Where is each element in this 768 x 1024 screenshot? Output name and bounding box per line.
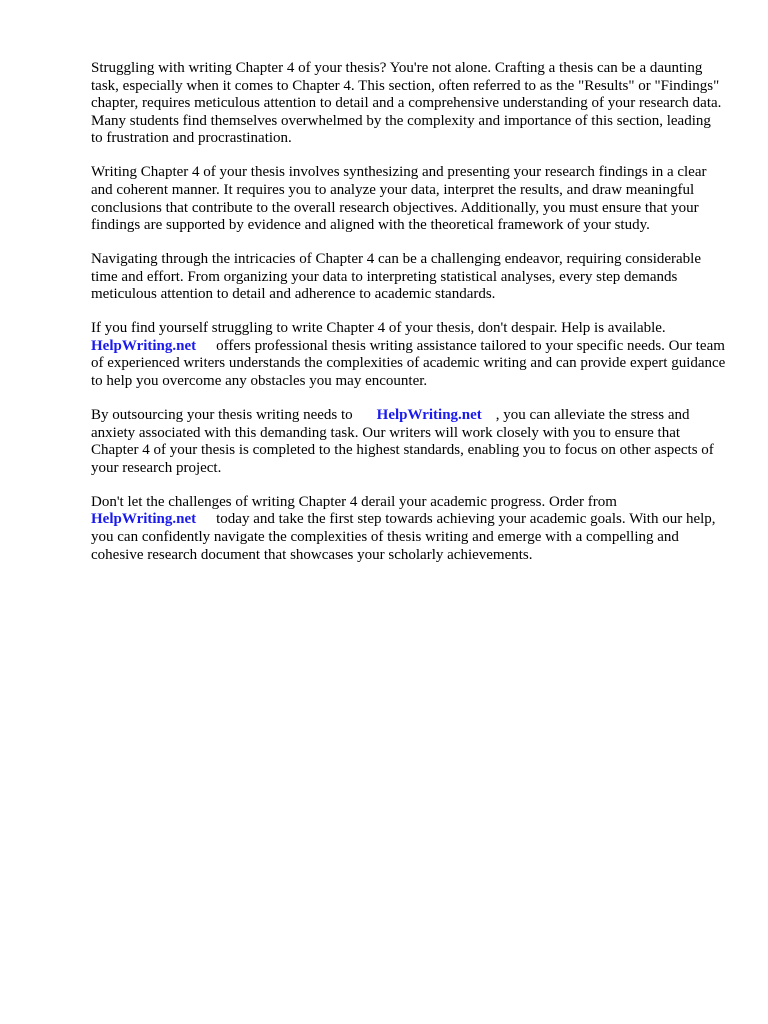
helpwriting-link-2[interactable]: HelpWriting.net bbox=[376, 407, 482, 424]
paragraph-help-text-before: If you find yourself struggling to write Chapter 4 of your thesis, don't despair. Help is available. bbox=[91, 320, 666, 337]
helpwriting-link-3[interactable]: HelpWriting.net bbox=[91, 511, 197, 528]
paragraph-outsourcing-text-before: By outsourcing your thesis writing needs to bbox=[91, 407, 353, 424]
paragraph-order bbox=[91, 494, 726, 564]
paragraph-outsourcing-text-after: , you can alleviate the stress and anxiety associated with this demanding task. Our writers will work closely with you to ensure that Chapter 4 of your thesis is completed to the highest standards, enabling you to focus on other aspects of your research project. bbox=[91, 407, 714, 476]
paragraph-help-text-after: offers professional thesis writing assistance tailored to your specific needs. Our team of experienced writers understands the complexities of academic writing and can provide expert guidance to help you overcome any obstacles you may encounter. bbox=[91, 337, 726, 390]
paragraph-outsourcing bbox=[91, 407, 726, 477]
helpwriting-link-1[interactable]: HelpWriting.net bbox=[91, 337, 197, 354]
paragraph-order-text-after: today and take the first step towards achieving your academic goals. With our help, you can confidently navigate the complexities of thesis writing and emerge with a compelling and cohesive research document that showcases your scholarly achievements. bbox=[91, 511, 716, 563]
paragraph-navigating: Navigating through the intricacies of Chapter 4 can be a challenging endeavor, requiring considerable time and effort. From organizing your data to interpreting statistical analyses, every step demands meticulous attention to detail and adherence to academic standards. bbox=[91, 251, 702, 303]
paragraph-order-text-before: Don't let the challenges of writing Chapter 4 derail your academic progress. Order from bbox=[91, 493, 617, 510]
paragraph-intro: Struggling with writing Chapter 4 of your thesis? You're not alone. Crafting a thesis can be a daunting task, especially when it comes to Chapter 4. This section, often referred to as the "Results" or "Findings" chapter, requires meticulous attention to detail and a comprehensive understanding of your research data. Many students find themselves overwhelmed by the complexity and importance of this section, leading to frustration and procrastination. bbox=[91, 60, 722, 147]
paragraph-help-available bbox=[91, 320, 726, 390]
paragraph-writing-chapter-4: Writing Chapter 4 of your thesis involves synthesizing and presenting your research findings in a clear and coherent manner. It requires you to analyze your data, interpret the results, and draw meaningful conclusions that contribute to the overall research objectives. Additionally, you must ensure that your findings are supported by evidence and aligned with the theoretical framework of your study. bbox=[91, 164, 707, 234]
